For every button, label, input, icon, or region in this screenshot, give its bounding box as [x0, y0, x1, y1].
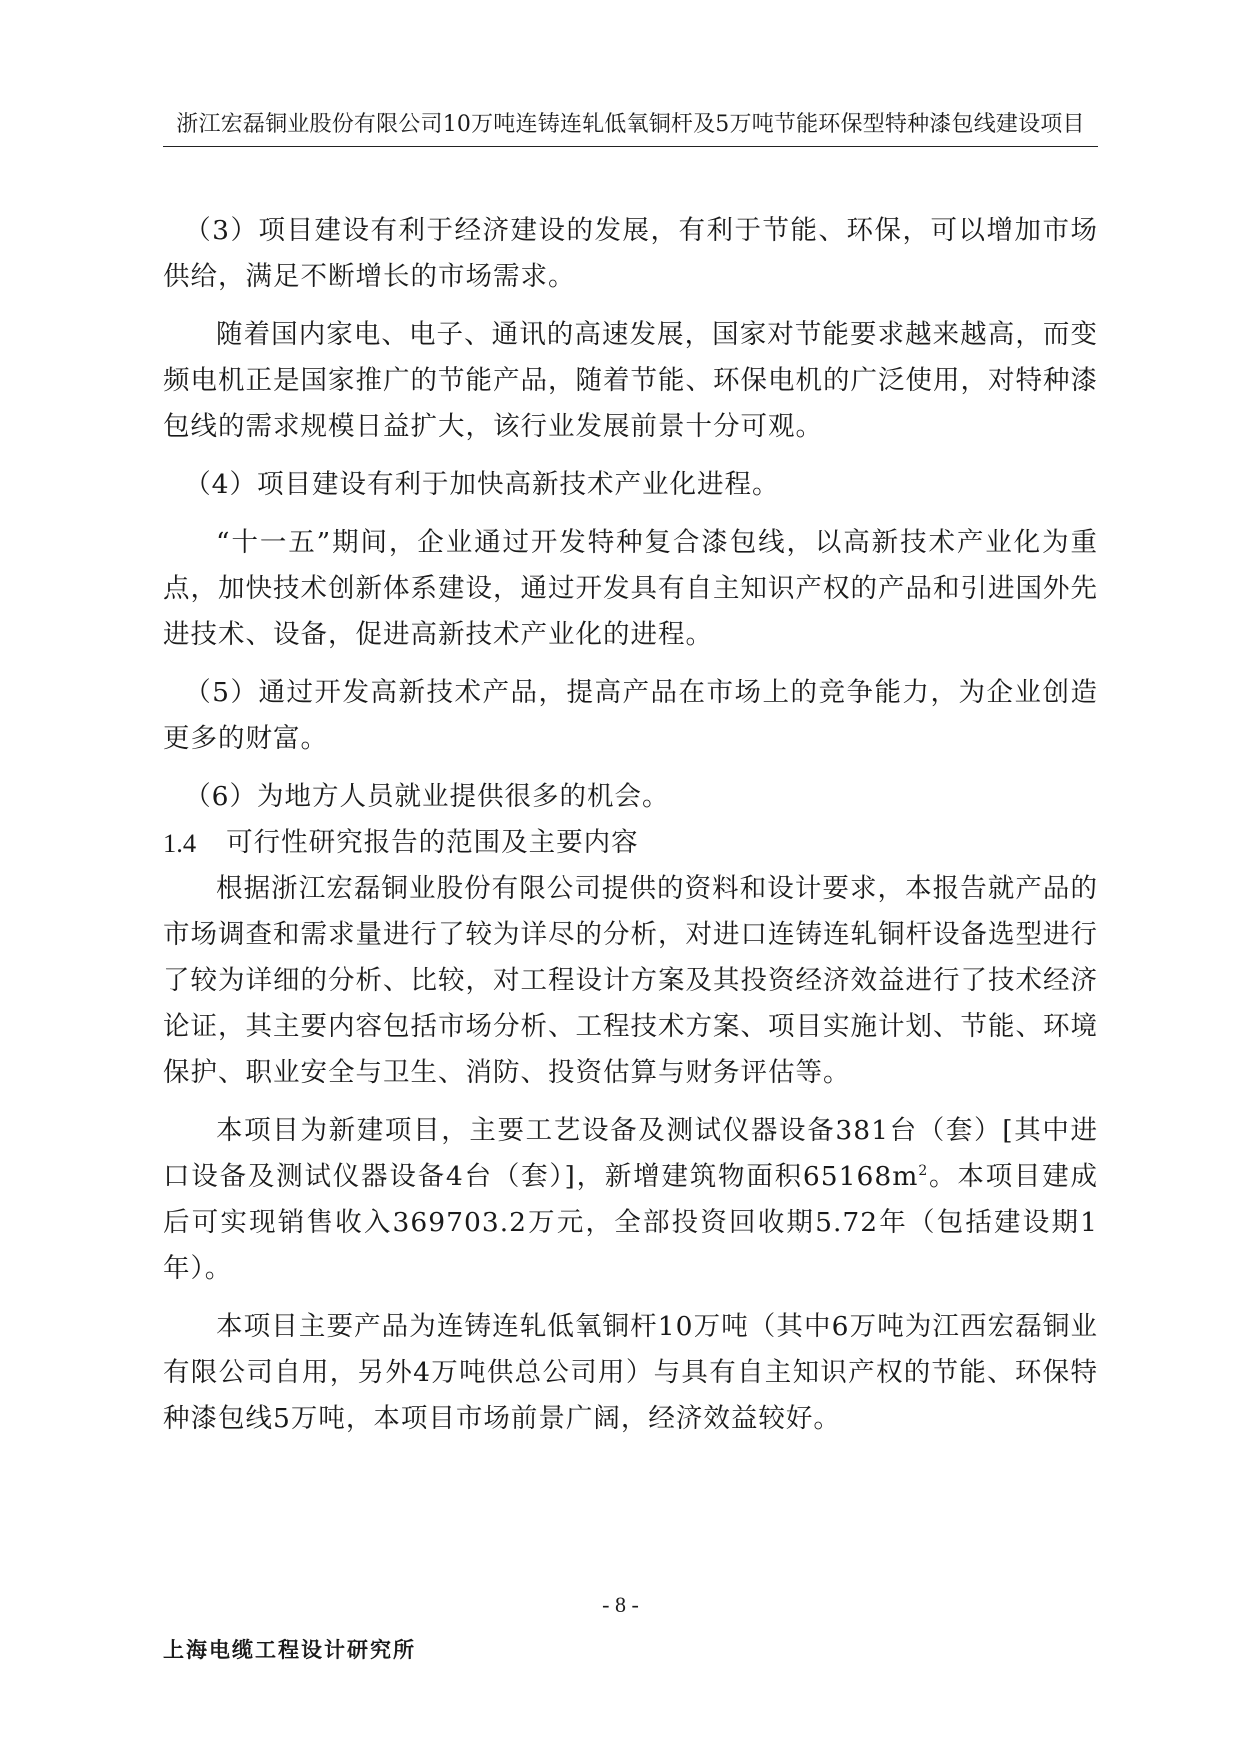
paragraph-market-outlook: 随着国内家电、电子、通讯的高速发展，国家对节能要求越来越高，而变频电机正是国家推广的节能产品，随着节能、环保电机的广泛使用，对特种漆包线的需求规模日益扩大，该行业发展前景十分可观。 — [163, 319, 1098, 442]
page-number: - 8 - — [602, 1592, 639, 1617]
footer-organization: 上海电缆工程设计研究所 — [163, 1638, 416, 1662]
paragraph-item-5: （5）通过开发高新技术产品，提高产品在市场上的竞争能力，为企业创造更多的财富。 — [163, 677, 1098, 754]
section-heading — [163, 820, 1098, 866]
paragraph-five-year-plan: “十一五”期间，企业通过开发特种复合漆包线，以高新技术产业化为重点，加快技术创新体系建设，通过开发具有自主知识产权的产品和引进国外先进技术、设备，促进高新技术产业化的进程。 — [163, 527, 1098, 650]
paragraph-item-4: （4）项目建设有利于加快高新技术产业化进程。 — [184, 469, 780, 500]
area-unit-superscript: 2 — [918, 1163, 929, 1180]
header-divider — [163, 146, 1098, 147]
section-number: 1.4 — [163, 828, 197, 858]
paragraph-item-6: （6）为地方人员就业提供很多的机会。 — [184, 781, 670, 812]
paragraph-report-scope: 根据浙江宏磊铜业股份有限公司提供的资料和设计要求，本报告就产品的市场调查和需求量进行了较为详尽的分析，对进口连铸连轧铜杆设备选型进行了较为详细的分析、比较，对工程设计方案及其投资经济效益进行了技术经济论证，其主要内容包括市场分析、工程技术方案、项目实施计划、节能、环境保护、职业安全与卫生、消防、投资估算与财务评估等。 — [163, 873, 1098, 1088]
section-title: 可行性研究报告的范围及主要内容 — [226, 827, 639, 858]
project-summary-part1: 本项目为新建项目，主要工艺设备及测试仪器设备381台（套）[其中进口设备及测试仪器设备4台（套）]，新增建筑物面积65168m — [163, 1115, 1098, 1192]
paragraph-project-summary — [163, 1108, 1098, 1292]
project-summary-part2: 。本项目建成后可实现销售收入369703.2万元，全部投资回收期5.72年（包括建设期1年）。 — [163, 1161, 1098, 1284]
document-header: 浙江宏磊铜业股份有限公司10万吨连铸连轧低氧铜杆及5万吨节能环保型特种漆包线建设项目 — [176, 112, 1085, 137]
paragraph-main-products: 本项目主要产品为连铸连轧低氧铜杆10万吨（其中6万吨为江西宏磊铜业有限公司自用，另外4万吨供总公司用）与具有自主知识产权的节能、环保特种漆包线5万吨，本项目市场前景广阔，经济效益较好。 — [163, 1311, 1098, 1434]
main-content — [163, 208, 1098, 1442]
paragraph-item-3: （3）项目建设有利于经济建设的发展，有利于节能、环保，可以增加市场供给，满足不断增长的市场需求。 — [163, 215, 1098, 292]
